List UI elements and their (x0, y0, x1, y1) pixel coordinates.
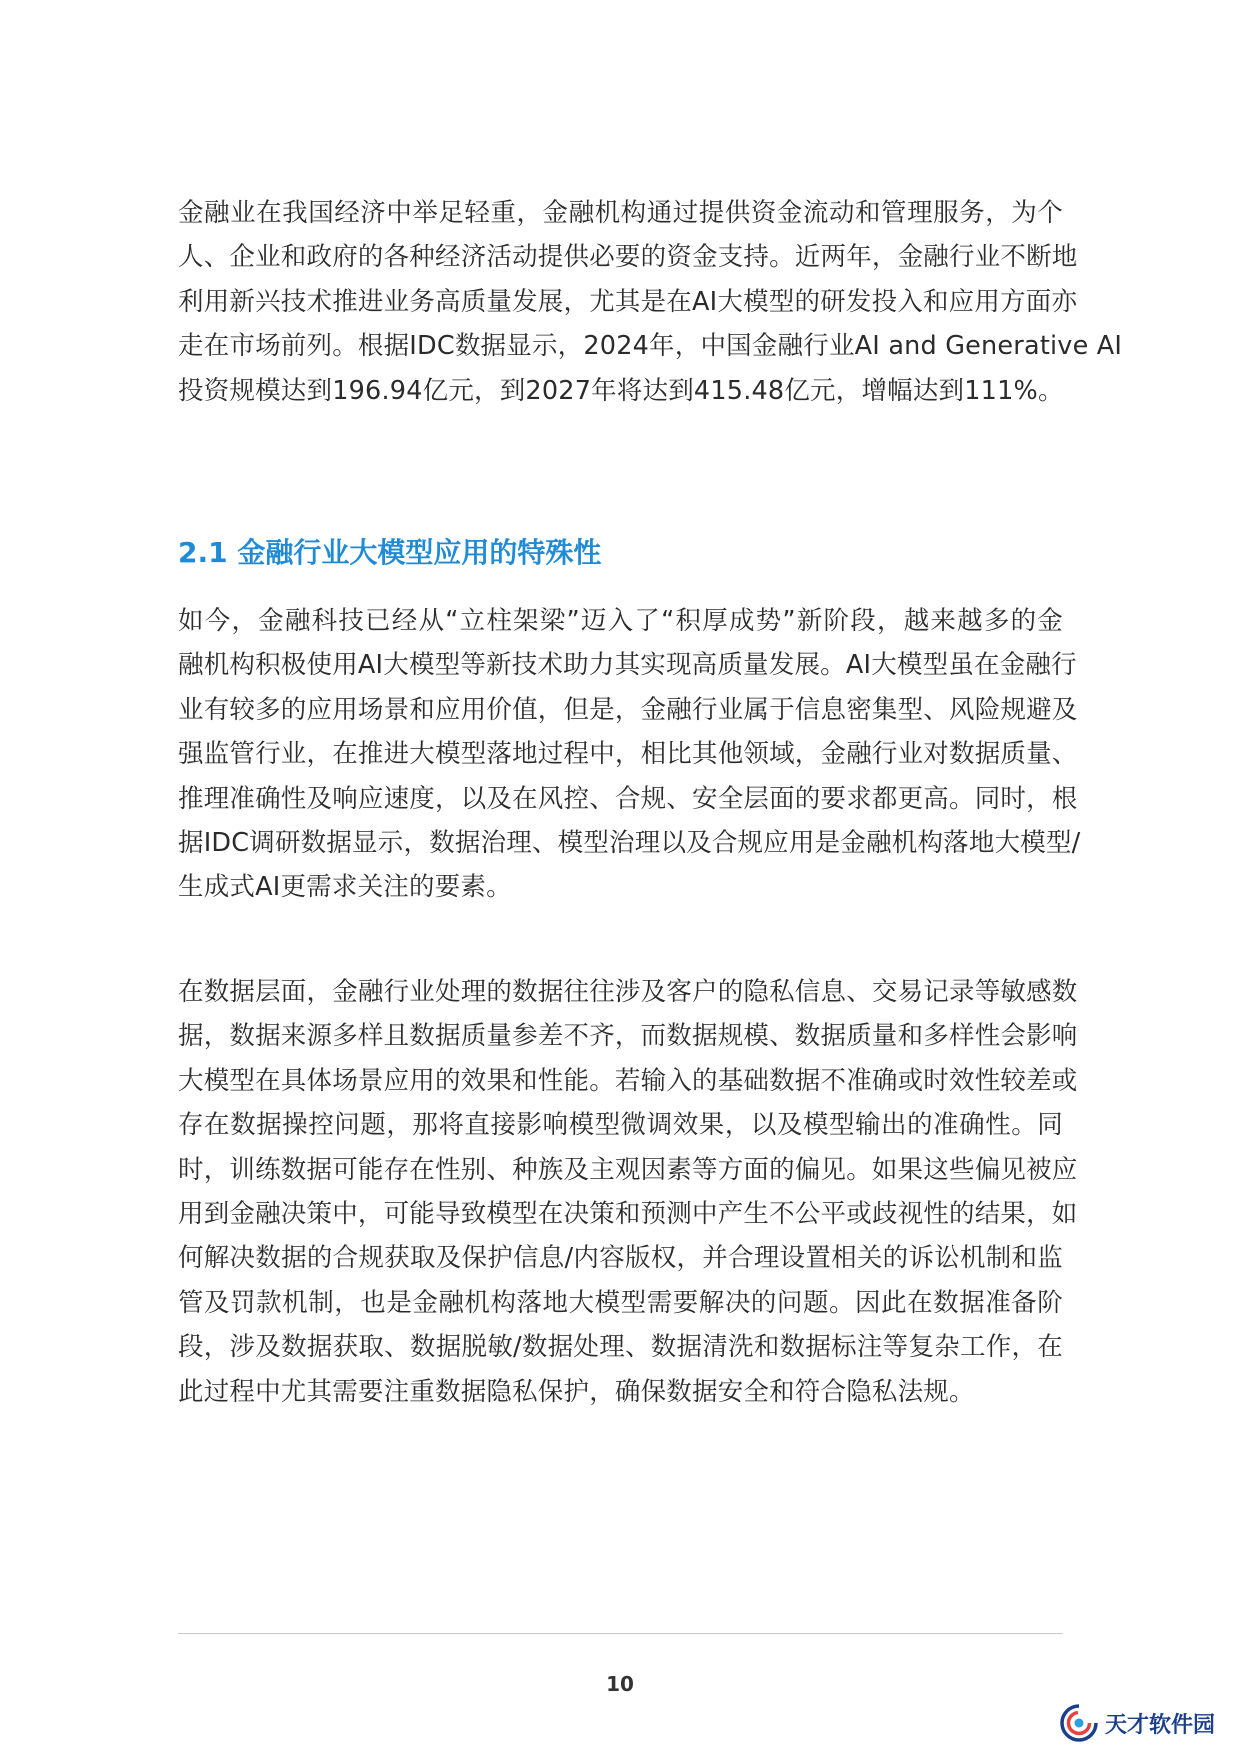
text-line: 金融业在我国经济中举足轻重，金融机构通过提供资金流动和管理服务，为个 (178, 198, 1063, 228)
watermark-text: 天才软件园 (1105, 1712, 1216, 1738)
watermark (1059, 1703, 1215, 1743)
text-line: 投资规模达到196.94亿元，到2027年将达到415.48亿元，增幅达到111%。 (178, 375, 1064, 406)
text-line: 据，数据来源多样且数据质量参差不齐，而数据规模、数据质量和多样性会影响 (178, 1021, 1078, 1052)
intro-paragraph (178, 191, 1123, 413)
section-paragraph-2 (178, 970, 1078, 1414)
text-line: 利用新兴技术推进业务高质量发展，尤其是在AI大模型的研发投入和应用方面亦 (178, 286, 1078, 317)
text-line: 在数据层面，金融行业处理的数据往往涉及客户的隐私信息、交易记录等敏感数 (178, 977, 1078, 1007)
text-line: 段，涉及数据获取、数据脱敏/数据处理、数据清洗和数据标注等复杂工作，在 (178, 1332, 1063, 1363)
text-line: 此过程中尤其需要注重数据隐私保护，确保数据安全和符合隐私法规。 (178, 1376, 975, 1407)
text-line: 人、企业和政府的各种经济活动提供必要的资金支持。近两年，金融行业不断地 (178, 242, 1078, 273)
text-line: 何解决数据的合规获取及保护信息/内容版权，并合理设置相关的诉讼机制和监 (178, 1243, 1063, 1274)
text-line: 推理准确性及响应速度，以及在风控、合规、安全层面的要求都更高。同时，根 (178, 783, 1078, 814)
text-line: 管及罚款机制，也是金融机构落地大模型需要解决的问题。因此在数据准备阶 (178, 1287, 1063, 1318)
text-line: 融机构积极使用AI大模型等新技术助力其实现高质量发展。AI大模型虽在金融行 (178, 650, 1077, 681)
section-paragraph-1 (178, 599, 1081, 910)
text-line: 据IDC调研数据显示，数据治理、模型治理以及合规应用是金融机构落地大模型/ (178, 827, 1081, 858)
text-line: 强监管行业，在推进大模型落地过程中，相比其他领域，金融行业对数据质量、 (178, 739, 1078, 770)
text-line: 业有较多的应用场景和应用价值，但是，金融行业属于信息密集型、风险规避及 (178, 694, 1078, 725)
text-line: 用到金融决策中，可能导致模型在决策和预测中产生不公平或歧视性的结果，如 (178, 1198, 1078, 1229)
text-line: 时，训练数据可能存在性别、种族及主观因素等方面的偏见。如果这些偏见被应 (178, 1154, 1078, 1185)
page-number: 10 (606, 1672, 634, 1696)
footer-divider (178, 1633, 1063, 1634)
text-line: 如今，金融科技已经从“立柱架梁”迈入了“积厚成势”新阶段，越来越多的金 (178, 606, 1063, 636)
swirl-logo-icon (1059, 1703, 1099, 1743)
text-line: 存在数据操控问题，那将直接影响模型微调效果，以及模型输出的准确性。同 (178, 1110, 1063, 1141)
section-heading: 2.1 金融行业大模型应用的特殊性 (178, 536, 602, 569)
text-line: 走在市场前列。根据IDC数据显示，2024年，中国金融行业AI and Generative AI (178, 331, 1123, 362)
text-line: 生成式AI更需求关注的要素。 (178, 872, 512, 903)
text-line: 大模型在具体场景应用的效果和性能。若输入的基础数据不准确或时效性较差或 (178, 1065, 1078, 1096)
